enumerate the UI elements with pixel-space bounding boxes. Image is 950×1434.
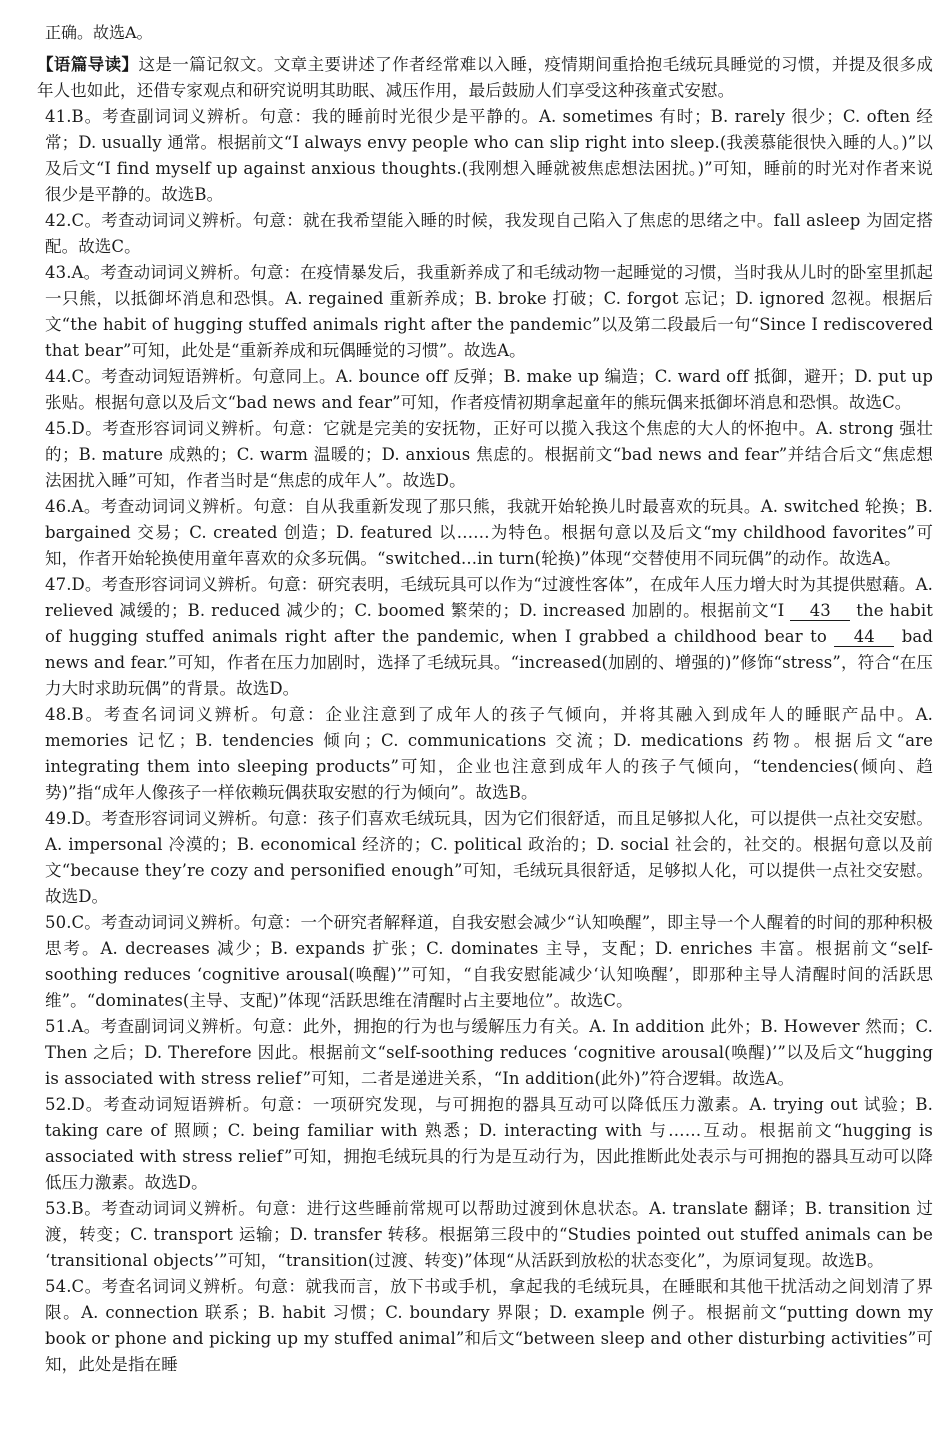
answer-item-46: 46.A。考查动词词义辨析。句意：自从我重新发现了那只熊，我就开始轮换儿时最喜欢的玩具。A. switched 轮换；B. bargained 交易；C. created 创造；D. featured 以……为特色。根据句意以及后文“my childhood favorites”可知，作者开始轮换使用童年喜欢的众多玩偶。“switched...in turn(轮换)”体现“交替使用不同玩偶”的动作。故选A。	[45, 497, 933, 568]
answer-item-52: 52.D。考查动词短语辨析。句意：一项研究发现，与可拥抱的器具互动可以降低压力激素。A. trying out 试验；B. taking care of 照顾；C. being familiar with 熟悉；D. interacting with 与……互动。根据前文“hugging is associated with stress relief”可知，拥抱毛绒玩具的行为是互动行为，因此推断此处表示与可拥抱的器具互动可以降低压力激素。故选D。	[45, 1095, 933, 1192]
intro-tag: 【语篇导读】	[37, 55, 139, 74]
answer-item-45: 45.D。考查形容词词义辨析。句意：它就是完美的安抚物，正好可以揽入我这个焦虑的大人的怀抱中。A. strong 强壮的；B. mature 成熟的；C. warm 温暖的；D. anxious 焦虑的。根据前文“bad news and fear”并结合后文“焦虑想法困扰入睡”可知，作者当时是“焦虑的成年人”。故选D。	[45, 419, 933, 490]
passage-intro	[37, 52, 933, 104]
answer-item-41: 41.B。考查副词词义辨析。句意：我的睡前时光很少是平静的。A. sometimes 有时；B. rarely 很少；C. often 经常；D. usually 通常。根据前文“I always envy people who can slip right into sleep.(我羡慕能很快入睡的人。)”以及后文“I find myself up against anxious thoughts.(我刚想入睡就被焦虑想法困扰。)”可知，睡前的时光对作者来说很少是平静的。故选B。	[45, 107, 933, 204]
intro-text: 这是一篇记叙文。文章主要讲述了作者经常难以入睡，疫情期间重拾抱毛绒玩具睡觉的习惯，并提及很多成年人也如此，还借专家观点和研究说明其助眠、减压作用，最后鼓励人们享受这种孩童式安慰。	[37, 55, 933, 100]
cut-off-top-line: 正确。故选A。	[45, 23, 153, 42]
answer-item-42: 42.C。考查动词词义辨析。句意：就在我希望能入睡的时候，我发现自己陷入了焦虑的思绪之中。fall asleep 为固定搭配。故选C。	[45, 211, 933, 256]
blank-43: 43	[790, 602, 850, 621]
answer-item-53: 53.B。考查动词词义辨析。句意：进行这些睡前常规可以帮助过渡到休息状态。A. translate 翻译；B. transition 过渡，转变；C. transport 运输；D. transfer 转移。根据第三段中的“Studies pointed out stuffed animals can be ‘transitional objects’”可知，“transition(过渡、转变)”体现“从活跃到放松的状态变化”，为原词复现。故选B。	[45, 1199, 933, 1270]
blank-44: 44	[834, 628, 894, 647]
answer-item-47: 47.D。考查形容词词义辨析。句意：研究表明，毛绒玩具可以作为“过渡性客体”，在成年人压力增大时为其提供慰藉。A. relieved 减缓的；B. reduced 减少的；C. boomed 繁荣的；D. increased 加剧的。根据前文“I 43 the habit of hugging stuffed animals right after the pandemic, when I grabbed a childhood bear to 44 bad news and fear.”可知，作者在压力加剧时，选择了毛绒玩具。“increased(加剧的、增强的)”修饰“stress”，符合“在压力大时求助玩偶”的背景。故选D。	[45, 575, 933, 698]
answer-item-51: 51.A。考查副词词义辨析。句意：此外，拥抱的行为也与缓解压力有关。A. In addition 此外；B. However 然而；C. Then 之后；D. Therefore 因此。根据前文“self-soothing reduces ‘cognitive arousal(唤醒)’”以及后文“hugging is associated with stress relief”可知，二者是递进关系，“In addition(此外)”符合逻辑。故选A。	[45, 1017, 933, 1088]
answer-item-54: 54.C。考查名词词义辨析。句意：就我而言，放下书或手机，拿起我的毛绒玩具，在睡眠和其他干扰活动之间划清了界限。A. connection 联系；B. habit 习惯；C. boundary 界限；D. example 例子。根据前文“putting down my book or phone and picking up my stuffed animal”和后文“between sleep and other disturbing activities”可知，此处是指在睡	[45, 1277, 933, 1374]
answer-item-49: 49.D。考查形容词词义辨析。句意：孩子们喜欢毛绒玩具，因为它们很舒适，而且足够拟人化，可以提供一点社交安慰。A. impersonal 冷漠的；B. economical 经济的；C. political 政治的；D. social 社会的，社交的。根据句意以及前文“because they’re cozy and personified enough”可知，毛绒玩具很舒适，足够拟人化，可以提供一点社交安慰。故选D。	[45, 809, 933, 906]
answer-item-48: 48.B。考查名词词义辨析。句意：企业注意到了成年人的孩子气倾向，并将其融入到成年人的睡眠产品中。A. memories 记忆；B. tendencies 倾向；C. communications 交流；D. medications 药物。根据后文“are integrating them into sleeping products”可知，企业也注意到成年人的孩子气倾向，“tendencies(倾向、趋势)”指“成年人像孩子一样依赖玩偶获取安慰的行为倾向”。故选B。	[45, 705, 933, 802]
answer-item-50: 50.C。考查动词词义辨析。句意：一个研究者解释道，自我安慰会减少“认知唤醒”，即主导一个人醒着的时间的那种积极思考。A. decreases 减少；B. expands 扩张；C. dominates 主导，支配；D. enriches 丰富。根据前文“self-soothing reduces ‘cognitive arousal(唤醒)’”可知，“自我安慰能减少‘认知唤醒’，即那种主导人清醒时间的活跃思维”。“dominates(主导、支配)”体现“活跃思维在清醒时占主要地位”。故选C。	[45, 913, 933, 1010]
answer-page	[37, 23, 933, 1378]
answer-item-43: 43.A。考查动词词义辨析。句意：在疫情暴发后，我重新养成了和毛绒动物一起睡觉的习惯，当时我从儿时的卧室里抓起一只熊，以抵御坏消息和恐惧。A. regained 重新养成；B. broke 打破；C. forgot 忘记；D. ignored 忽视。根据后文“the habit of hugging stuffed animals right after the pandemic”以及第二段最后一句“Since I rediscovered that bear”可知，此处是“重新养成和玩偶睡觉的习惯”。故选A。	[45, 263, 933, 360]
answer-item-44: 44.C。考查动词短语辨析。句意同上。A. bounce off 反弹；B. make up 编造；C. ward off 抵御，避开；D. put up 张贴。根据句意以及后文“bad news and fear”可知，作者疫情初期拿起童年的熊玩偶来抵御坏消息和恐惧。故选C。	[45, 367, 933, 412]
